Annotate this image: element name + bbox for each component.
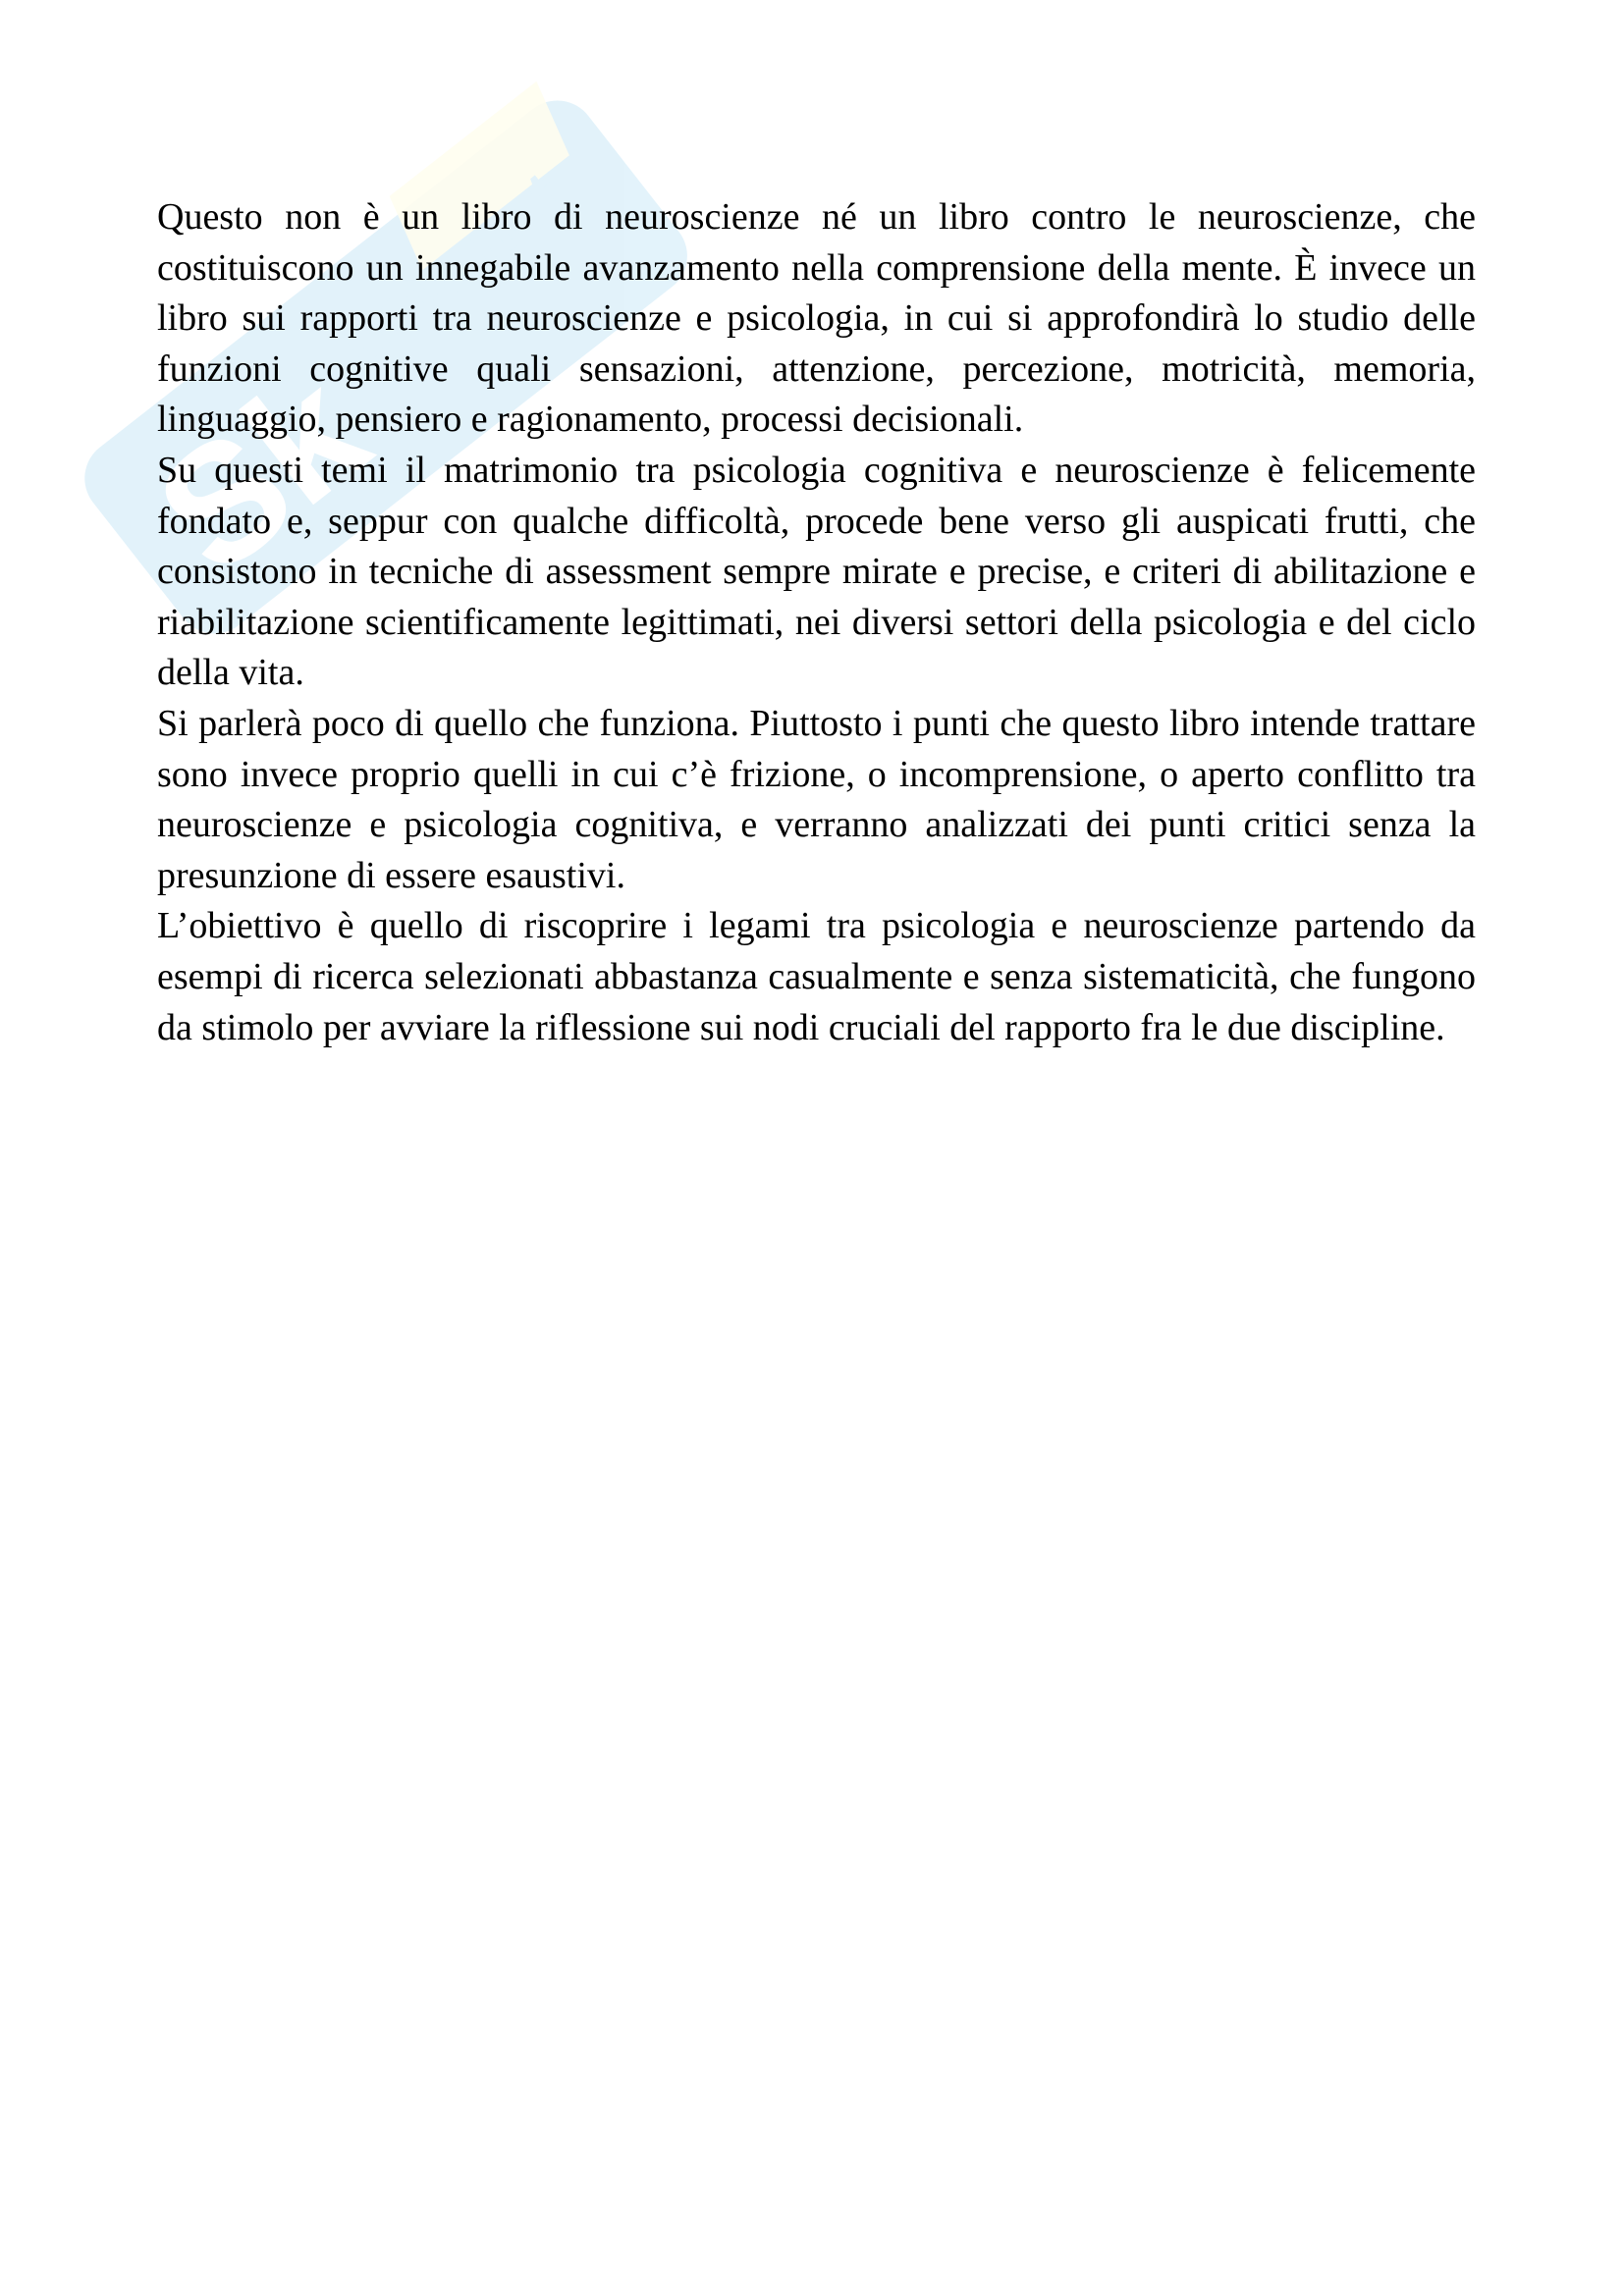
paragraph-2: Su questi temi il matrimonio tra psicologia cognitiva e neuroscienze è felicemente fondato e, seppur con qualche difficoltà, procede bene verso gli auspicati frutti, che consistono in tecniche di assessment sempre mirate e precise, e criteri di abilitazione e riabilitazione scientificamente legittimati, nei diversi settori della psicologia e del ciclo della vita. [157, 449, 1476, 694]
body-text [157, 192, 1476, 1053]
paragraph-1: Questo non è un libro di neuroscienze né un libro contro le neuroscienze, che costituiscono un innegabile avanzamento nella comprensione della mente. È invece un libro sui rapporti tra neuroscienze e psicologia, in cui si approfondirà lo studio delle funzioni cognitive quali sensazioni, attenzione, percezione, motricità, memoria, linguaggio, pensiero e ragionamento, processi decisionali. [157, 196, 1476, 441]
paragraph-4: L’obiettivo è quello di riscoprire i legami tra psicologia e neuroscienze partendo da esempi di ricerca selezionati abbastanza casualmente e senza sistematicità, che fungono da stimolo per avviare la riflessione sui nodi cruciali del rapporto fra le due discipline. [157, 905, 1476, 1048]
paragraph-3: Si parlerà poco di quello che funziona. Piuttosto i punti che questo libro intende trattare sono invece proprio quelli in cui c’è frizione, o incomprensione, o aperto conflitto tra neuroscienze e psicologia cognitiva, e verranno analizzati dei punti critici senza la presunzione di essere esaustivi. [157, 702, 1476, 896]
svg-text:Sk: Sk [124, 336, 400, 610]
svg-text:uola.net: uola.net [323, 156, 578, 380]
